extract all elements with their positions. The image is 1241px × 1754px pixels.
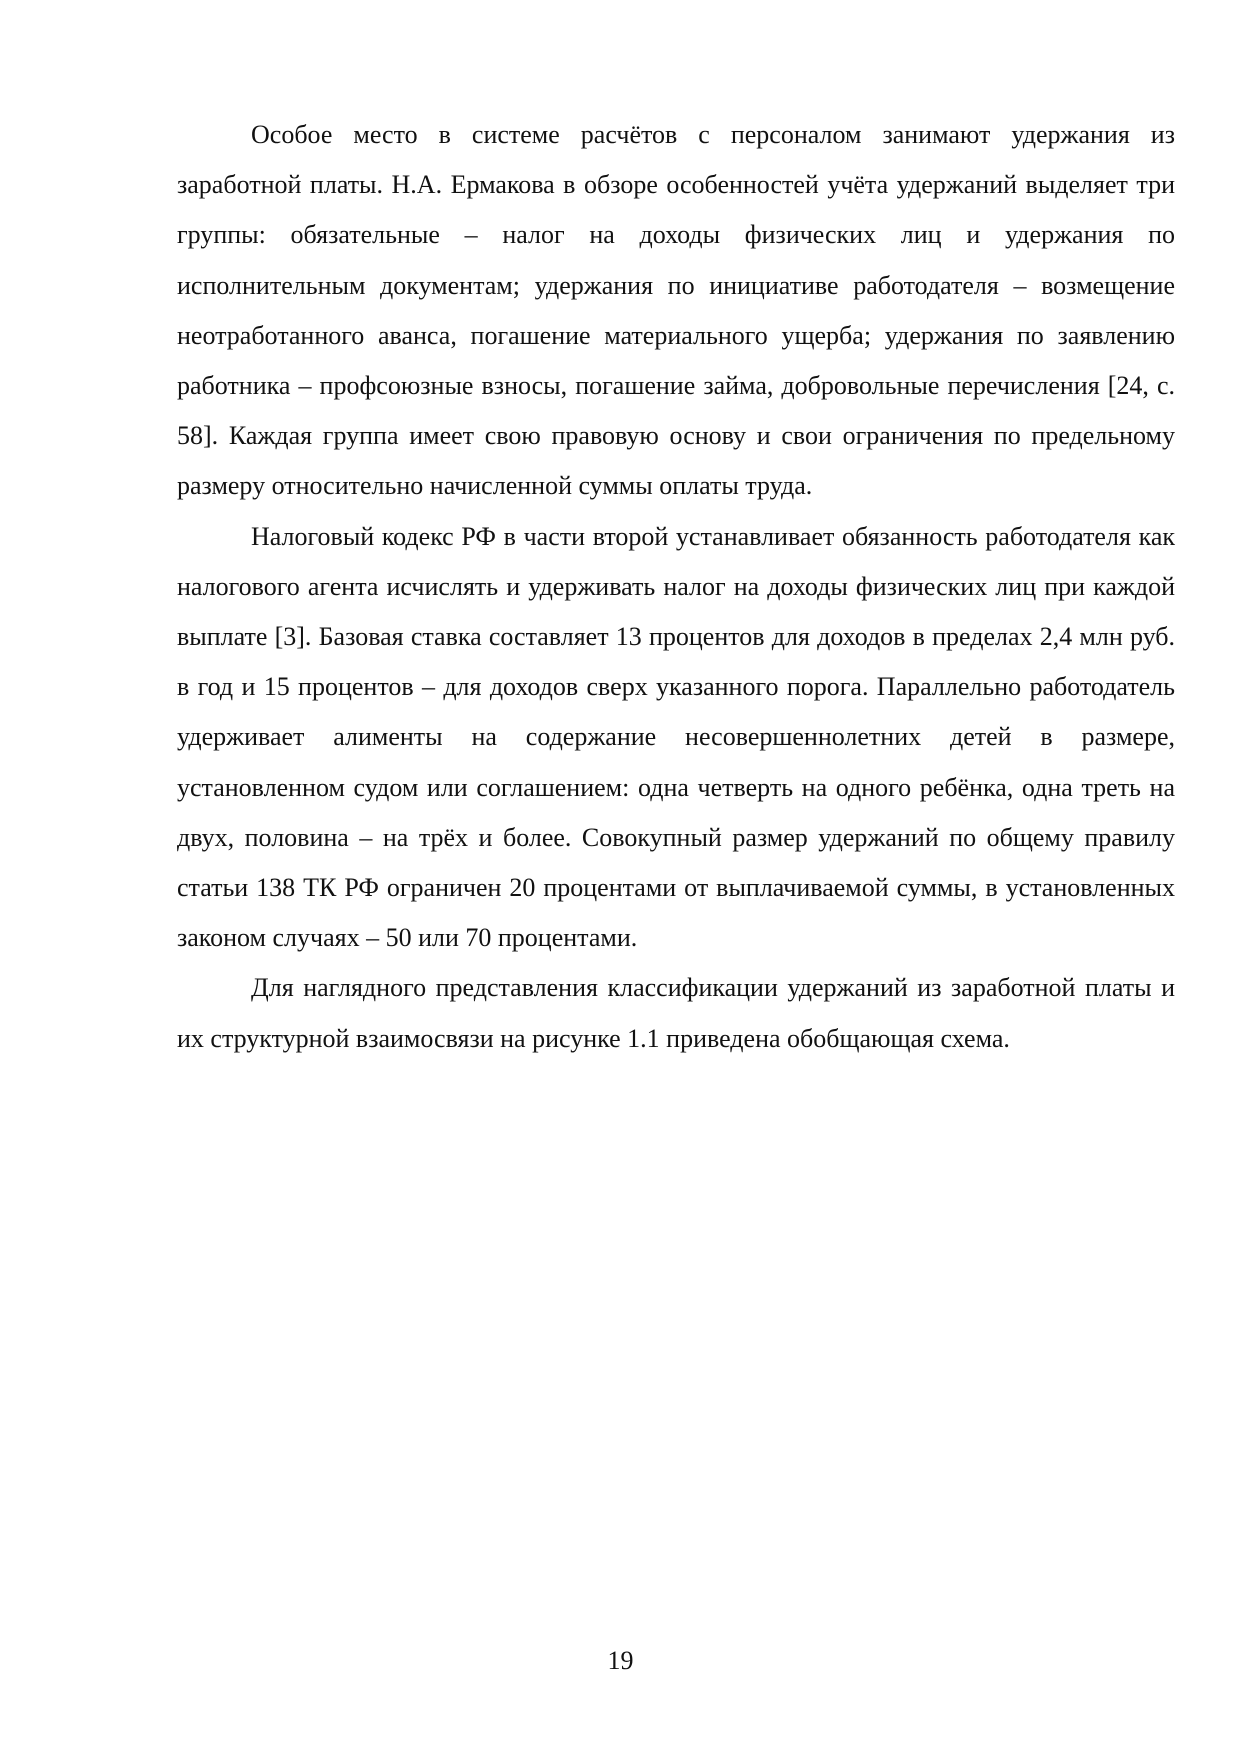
- paragraph-withholdings-groups: Особое место в системе расчётов с персоналом занимают удержания из заработной платы. Н.А. Ермакова в обзоре особенностей учёта удержаний выделяет три группы: обязательные – налог на доходы физических лиц и удержания по исполнительным документам; удержания по инициативе работодателя – возмещение неотработанного аванса, погашение материального ущерба; удержания по заявлению работника – профсоюзные взносы, погашение займа, добровольные перечисления [24, с. 58]. Каждая группа имеет свою правовую основу и свои ограничения по предельному размеру относительно начисленной суммы оплаты труда.: [177, 120, 1175, 501]
- paragraph-figure-intro: Для наглядного представления классификации удержаний из заработной платы и их структурной взаимосвязи на рисунке 1.1 приведена обобщающая схема.: [177, 973, 1175, 1053]
- page-body: [177, 110, 1175, 1064]
- paragraph-tax-code: Налоговый кодекс РФ в части второй устанавливает обязанность работодателя как налогового агента исчислять и удерживать налог на доходы физических лиц при каждой выплате [3]. Базовая ставка составляет 13 процентов для доходов в пределах 2,4 млн руб. в год и 15 процентов – для доходов сверх указанного порога. Параллельно работодатель удерживает алименты на содержание несовершеннолетних детей в размере, установленном судом или соглашением: одна четверть на одного ребёнка, одна треть на двух, половина – на трёх и более. Совокупный размер удержаний по общему правилу статьи 138 ТК РФ ограничен 20 процентами от выплачиваемой суммы, в установленных законом случаях – 50 или 70 процентами.: [177, 521, 1175, 953]
- page-number: 19: [607, 1646, 634, 1675]
